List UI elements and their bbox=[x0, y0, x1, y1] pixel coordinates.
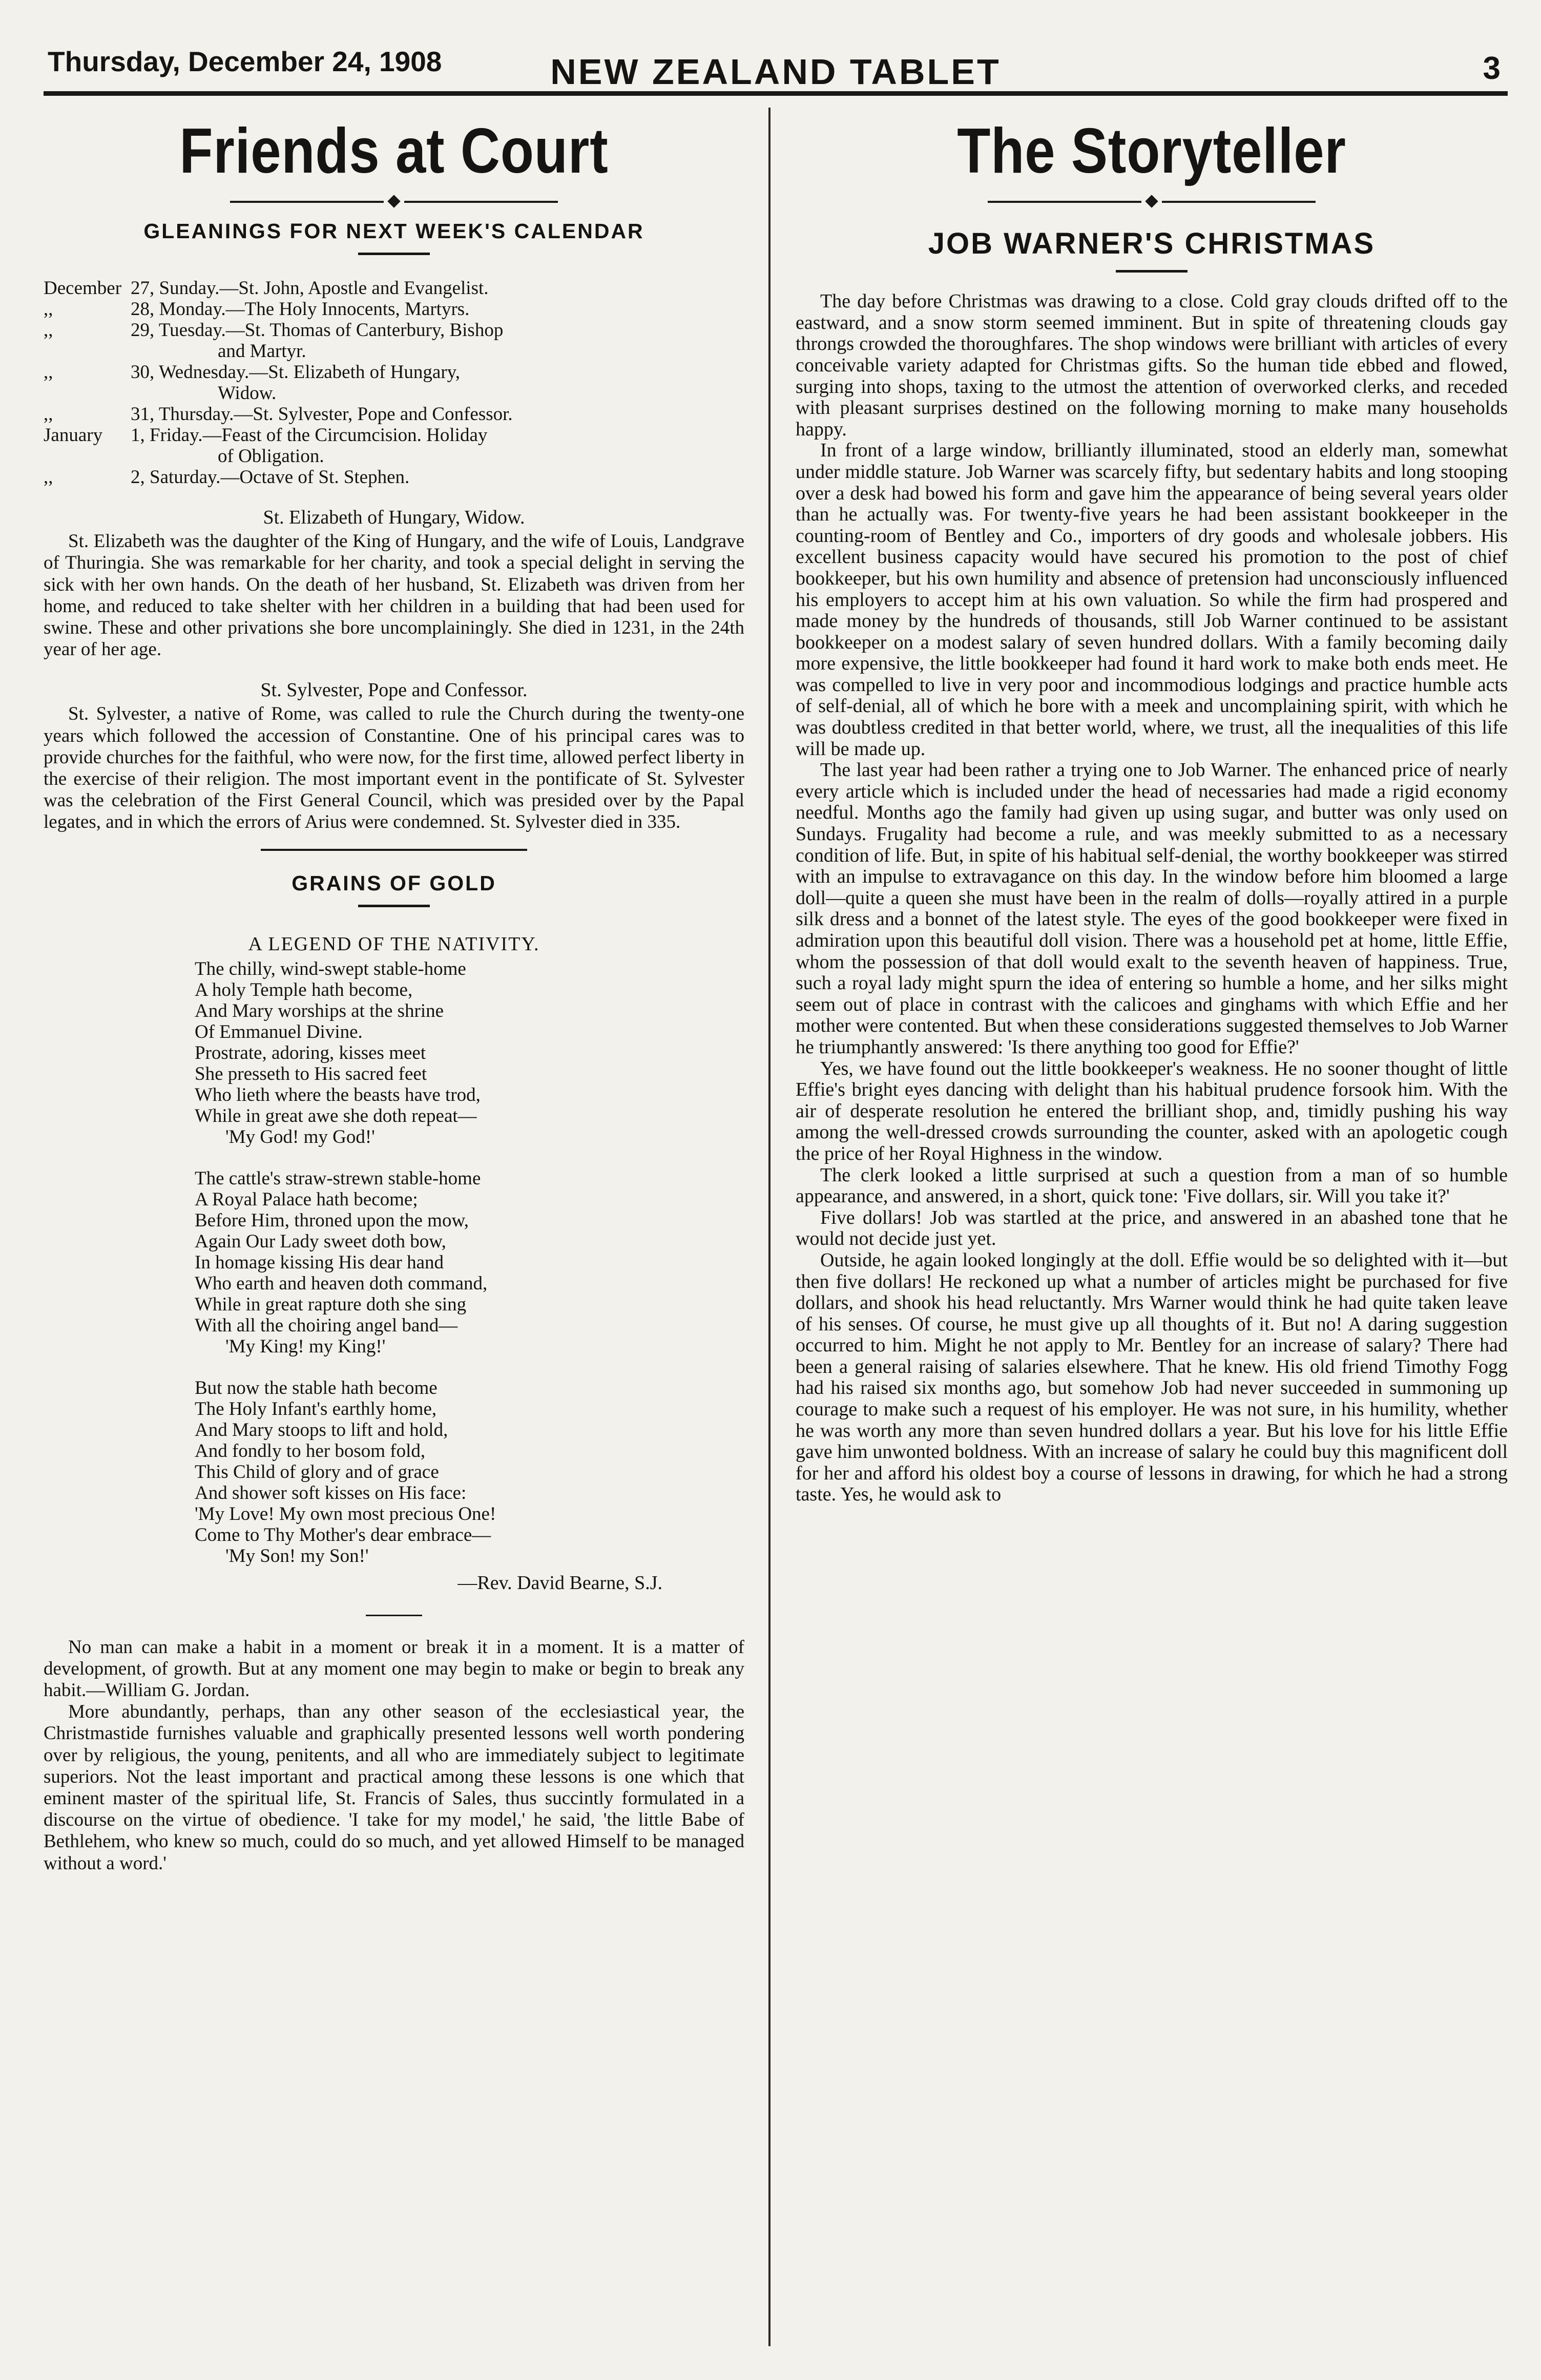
elizabeth-text: St. Elizabeth was the daughter of the King of Hungary, and the wife of Louis, Landgrave of Thuringia. She was remarkable for her charity, and took a special delight in serving the sick with her own hands. On the death of her husband, St. Elizabeth was driven from her home, and reduced to take shelter with her children in a building that had been used for swine. These and other privations she bore uncomplainingly. She died in 1231, in the 24th year of her age. bbox=[44, 531, 744, 660]
storyteller-title: The Storyteller bbox=[957, 116, 1346, 186]
issue-date: Thursday, December 24, 1908 bbox=[48, 46, 442, 77]
diamond-ornament-icon bbox=[387, 195, 400, 207]
short-rule bbox=[358, 253, 430, 255]
calendar-row-continuation: and Martyr. bbox=[218, 341, 306, 362]
ornament-divider bbox=[796, 194, 1508, 209]
calendar-kicker: GLEANINGS FOR NEXT WEEK'S CALENDAR bbox=[143, 219, 644, 243]
christmastide-text: More abundantly, perhaps, than any other season of the ecclesiastical year, the Christmastide furnishes valuable and graphically presented lessons well worth pondering over by religious, the young, penitents, and all who are immediately subject to legitimate superiors. Not the least important and practical among these lessons is one which that eminent master of the spiritual life, St. Francis of Sales, thus succintly formulated in a discourse on the virtue of obedience. 'I take for my model,' he said, 'the little Babe of Bethlehem, who knew so much, could do so much, and yet allowed Himself to be managed without a word.' bbox=[44, 1701, 744, 1874]
right-column bbox=[796, 108, 1508, 2351]
story-paragraph: The last year had been rather a trying one to Job Warner. The enhanced price of nearly every article which is included under the head of necessaries had made a rigid economy needful. Months ago the family had given up using sugar, and butter was only used on Sundays. Frugality had become a rule, and was meekly submitted to as a necessary condition of life. But, in spite of his habitual self-denial, the worthy bookkeeper was stirred with an impulse to extravagance on this day. In the window before him bloomed a large doll—quite a queen she must have been in the realm of dolls—royally attired in a purple silk dress and a bonnet of the latest style. The eyes of the good bookkeeper were fixed in admiration upon this beautiful doll vision. There was a household pet at home, little Effie, whom the possession of that doll would exalt to the seventh heaven of happiness. True, such a royal lady might spurn the idea of entering so humble a home, and her silks might seem out of place in contrast with the calicoes and ginghams with which Effie and her mother were contented. But when these considerations suggested themselves to Job Warner he triumphantly answered: 'Is there anything too good for Effie?' bbox=[796, 759, 1508, 1058]
calendar-row: ,, 29, Tuesday.—St. Thomas of Canterbury, Bishop bbox=[44, 320, 504, 341]
sylvester-text: St. Sylvester, a native of Rome, was called to rule the Church during the twenty-one years which followed the accession of Constantine. One of his principal cares was to provide churches for the faithful, who were now, for the first time, allowed perfect liberty in the exercise of their religion. The most important event in the pontificate of St. Sylvester was the celebration of the First General Council, which was presided over by the Papal legates, and in which the errors of Arius were condemned. St. Sylvester died in 335. bbox=[44, 703, 744, 833]
page-number: 3 bbox=[1483, 51, 1501, 86]
column-divider bbox=[768, 108, 771, 2346]
newspaper-title: NEW ZEALAND TABLET bbox=[550, 52, 1001, 92]
small-rule bbox=[366, 1615, 422, 1616]
poem-stanza-3: But now the stable hath become The Holy Infant's earthly home, And Mary stoops to lift and hold, And fondly to her bosom fold, This Child of glory and of grace And shower soft kisses on His face: 'My Love! My own most precious One! Come to Thy Mother's dear embrace— 'My Son! my Son!' bbox=[195, 1377, 496, 1567]
story-paragraph: Outside, he again looked longingly at the doll. Effie would be so delighted with it—but then five dollars! He reckoned up what a number of articles might be purchased for five dollars, and shook his head reluctantly. Mrs Warner would think he had quite taken leave of his senses. Of course, he must give up all thoughts of it. But no! A daring suggestion occurred to him. Might he not apply to Mr. Bentley for an increase of salary? There had been a general raising of salaries elsewhere. That he knew. His old friend Timothy Fogg had his raised six months ago, but somehow Job had never succeeded in summoning up courage to make such a request of his employer. He was not sure, in his humility, whether he was worth any more than seven hundred dollars a year. But his love for his little Effie gave him unwonted boldness. With an increase of salary he could buy this magnificent doll for her and afford his oldest boy a course of lessons in drawing, for which he had a strong taste. Yes, he would ask to bbox=[796, 1249, 1508, 1506]
calendar-row-continuation: Widow. bbox=[218, 383, 277, 404]
grains-of-gold-kicker: GRAINS OF GOLD bbox=[291, 871, 496, 895]
calendar-list bbox=[44, 278, 744, 488]
ornament-divider bbox=[44, 194, 744, 209]
short-rule bbox=[1116, 270, 1188, 273]
poem-stanza-2: The cattle's straw-strewn stable-home A Royal Palace hath become; Before Him, throned upon the mow, Again Our Lady sweet doth bow, In homage kissing His dear hand Who earth and heaven doth command, While in great rapture doth she sing With all the choiring angel band— 'My King! my King!' bbox=[195, 1167, 488, 1357]
calendar-row: January 1, Friday.—Feast of the Circumcision. Holiday bbox=[44, 425, 488, 446]
story-kicker: JOB WARNER'S CHRISTMAS bbox=[928, 227, 1376, 261]
section-rule bbox=[261, 849, 527, 851]
calendar-row: ,, 28, Monday.—The Holy Innocents, Martyrs. bbox=[44, 299, 470, 320]
elizabeth-heading: St. Elizabeth of Hungary, Widow. bbox=[263, 507, 525, 529]
diamond-ornament-icon bbox=[1145, 195, 1158, 207]
calendar-row-continuation: of Obligation. bbox=[218, 446, 324, 467]
story-paragraph: Yes, we have found out the little bookkeeper's weakness. He no sooner thought of little Effie's bright eyes dancing with delight than his habitual prudence forsook him. With the air of desperate resolution he entered the brilliant shop, and, timidly pushing his way among the well-dressed crowds surrounding the counter, asked with an apologetic cough the price of her Royal Highness in the window. bbox=[796, 1057, 1508, 1164]
story-paragraph: In front of a large window, brilliantly illuminated, stood an elderly man, somewhat under middle stature. Job Warner was scarcely fifty, but sedentary habits and long stooping over a desk had bowed his form and gave him the appearance of being several years older than he actually was. For twenty-five years he had been assistant bookkeeper in the counting-room of Bentley and Co., importers of dry goods and wholesale jobbers. His excellent business capacity would have secured his promotion to the post of chief bookkeeper, but his own humility and absence of pretension had unconsciously influenced his employers to accept him at his own valuation. So while the firm had prospered and made money by the hundreds of thousands, still Job Warner continued to be assistant bookkeeper on a modest salary of seven hundred dollars. With a family becoming daily more expensive, the little bookkeeper had found it hard work to make both ends meet. He was compelled to live in very poor and incommodious lodgings and practice humble acts of self-denial, all of which he bore with a meek and uncomplaining spirit, with which he was doubtless credited in that better world, where, we trust, all the inequalities of this life will be made up. bbox=[796, 440, 1508, 760]
left-column bbox=[44, 108, 744, 2351]
habit-quote: No man can make a habit in a moment or break it in a moment. It is a matter of development, of growth. But at any moment one may begin to make or begin to break any habit.—William G. Jordan. bbox=[44, 1636, 744, 1701]
poem-author: —Rev. David Bearne, S.J. bbox=[457, 1572, 662, 1594]
calendar-row: ,, 31, Thursday.—St. Sylvester, Pope and Confessor. bbox=[44, 404, 513, 425]
calendar-row: ,, 2, Saturday.—Octave of St. Stephen. bbox=[44, 467, 410, 488]
story-paragraph: Five dollars! Job was startled at the price, and answered in an abashed tone that he would not decide just yet. bbox=[796, 1206, 1508, 1250]
sylvester-heading: St. Sylvester, Pope and Confessor. bbox=[260, 679, 528, 701]
story-paragraph: The day before Christmas was drawing to a close. Cold gray clouds drifted off to the eastward, and a snow storm seemed imminent. But in spite of threatening clouds gay throngs crowded the thoroughfares. The shop windows were brilliant with articles of every conceivable variety adapted for Christmas gifts. So the human tide ebbed and flowed, surging into shops, taxing to the utmost the attention of overworked clerks, and receded with pleasant surprises destined on the following morning to make many households happy. bbox=[796, 290, 1508, 440]
poem bbox=[195, 958, 744, 1567]
friends-at-court-title: Friends at Court bbox=[179, 116, 609, 186]
story-paragraph: The clerk looked a little surprised at such a question from a man of so humble appearance, and answered, in a short, quick tone: 'Five dollars, sir. Will you take it?' bbox=[796, 1164, 1508, 1207]
poem-title: A LEGEND OF THE NATIVITY. bbox=[248, 933, 540, 955]
short-rule bbox=[358, 905, 430, 907]
masthead bbox=[44, 14, 1508, 96]
poem-stanza-1: The chilly, wind-swept stable-home A holy Temple hath become, And Mary worships at the shrine Of Emmanuel Divine. Prostrate, adoring, kisses meet She presseth to His sacred feet Who lieth where the beasts have trod, While in great awe she doth repeat— 'My God! my God!' bbox=[195, 958, 481, 1147]
calendar-row: ,, 30, Wednesday.—St. Elizabeth of Hungary, bbox=[44, 362, 461, 383]
calendar-row: December 27, Sunday.—St. John, Apostle and Evangelist. bbox=[44, 278, 489, 299]
